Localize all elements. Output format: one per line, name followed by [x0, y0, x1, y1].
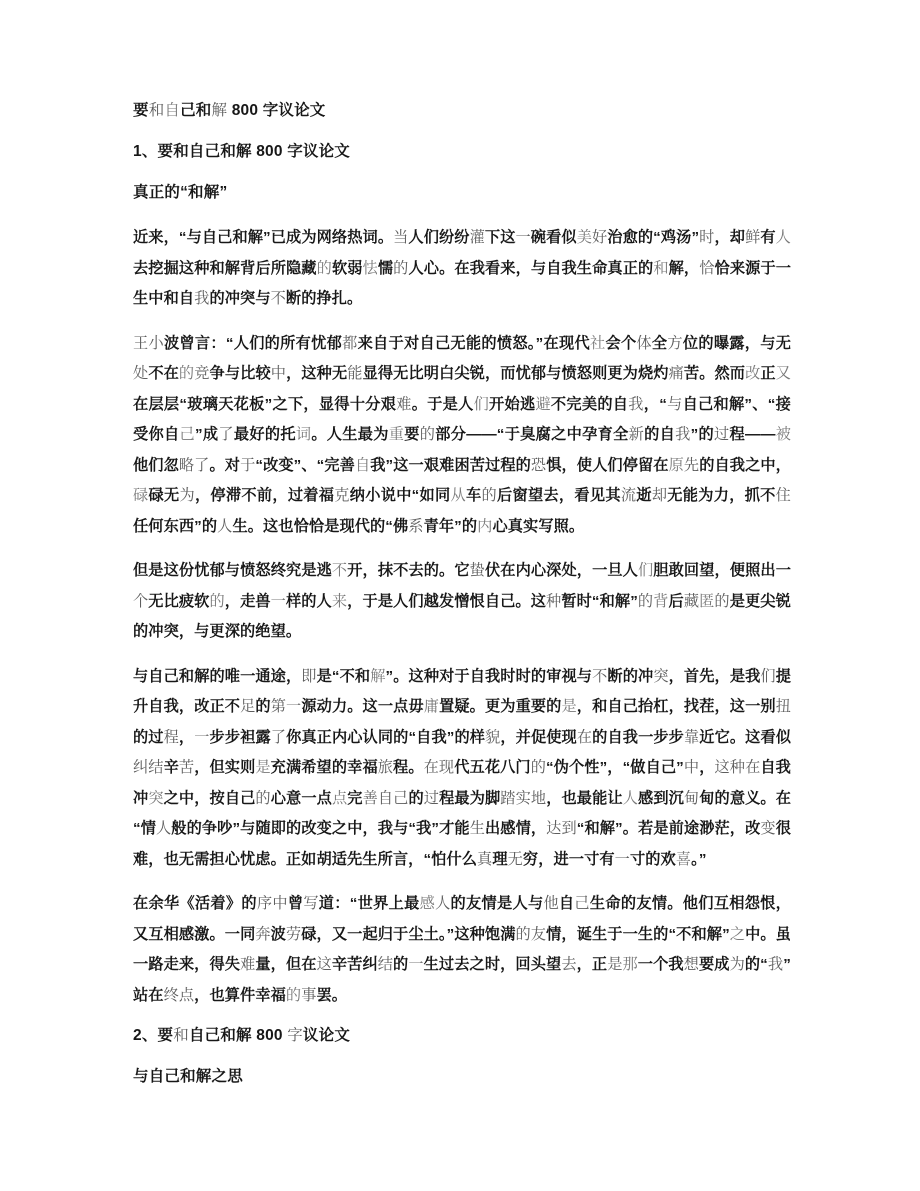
faded-glyph-run: 克	[334, 487, 350, 504]
faded-glyph-run: 避	[535, 395, 551, 413]
faded-glyph-run: 事	[301, 986, 317, 1004]
essay-title-1: 真正的“和解”	[133, 184, 228, 201]
faded-glyph-run: 的友	[515, 925, 547, 943]
faded-glyph-run: 解	[370, 667, 386, 685]
faded-glyph-run: 们	[760, 667, 776, 685]
faded-glyph-run: 人	[775, 229, 791, 246]
faded-glyph-run: 原	[668, 456, 684, 474]
essay-title-2: 与自己和解之思	[133, 1068, 243, 1085]
faded-glyph-run: 难	[396, 395, 412, 413]
faded-glyph-run: 突	[653, 667, 669, 685]
faded-glyph-run: 人	[622, 789, 639, 807]
faded-glyph-run: 怯	[362, 259, 378, 277]
faded-glyph-run: 去	[561, 956, 577, 973]
faded-glyph-run: 来	[331, 592, 348, 610]
faded-glyph-run: 序中	[256, 895, 288, 912]
faded-glyph-run: 之	[729, 925, 746, 943]
faded-glyph-run: 背	[653, 592, 669, 610]
faded-glyph-run: 的	[637, 592, 654, 610]
faded-glyph-run: 重	[388, 426, 405, 443]
paragraph-3: 但是这份忧郁与愤怒终究是逃不开，抹不去的。它蛰伏在内心深处，一旦人们胆敢回望，便照出一个无比疲软的，走兽一样的人来，于是人们越发憎恨自己。这种暂时“和解”的背后藏匿的是更尖锐的冲突，与更深的绝望。	[133, 562, 791, 640]
faded-glyph-run: 这	[316, 956, 332, 973]
faded-glyph-run: 流	[620, 487, 637, 504]
faded-glyph-run: 痛	[668, 365, 684, 382]
faded-glyph-run: 能	[347, 365, 363, 382]
faded-glyph-run: 点	[331, 789, 348, 807]
faded-glyph-run: 自	[354, 456, 371, 474]
faded-glyph-run: 一	[270, 592, 286, 610]
faded-glyph-run: 变	[760, 820, 776, 837]
faded-glyph-run: 难	[240, 956, 256, 973]
paragraph-4: 与自己和解的唯一通途，即是“不和解”。这种对于自我时时的审视与不断的冲突，首先，是我们提升自我，改正不足的第一源动力。这一点毋庸置疑。更为重要的是，和自己抬杠，找茬，这一别扭的过程，一步步袒露了你真正内心认同的“自我”的样貌，并促使现在的自我一步步靠近它。这看似纠结辛苦，但实则是充满希望的幸福旅程。在现代五花八门的“伪个性”，“做自己”中，这种在自我冲突之中，按自己的心意一点点完善自己的过程最为脚踏实地，也最能让人感到沉甸甸的意义。在“情人般的争吵”与随即的改变之中，我与“我”才能生出感情，达到“和解”。若是前途渺茫，改变很难，也无需担心忧虑。正如胡适先生所言，“怕什么真理无穷，进一寸有一寸的欢喜。”	[133, 667, 792, 868]
faded-glyph-run: 内	[477, 517, 493, 535]
faded-glyph-run: 甸	[683, 789, 700, 807]
faded-glyph-run: 的	[255, 789, 271, 807]
faded-glyph-run: 奔	[255, 925, 271, 943]
faded-glyph-run: 美	[576, 229, 592, 246]
faded-glyph-run: 的	[530, 759, 547, 776]
faded-glyph-run: 灌	[469, 229, 485, 246]
faded-glyph-run: 人	[435, 895, 451, 912]
faded-glyph-run: 貌	[485, 728, 501, 746]
faded-glyph-run: 感	[419, 895, 436, 912]
faded-glyph-run: 旅	[377, 759, 394, 776]
faded-glyph-run: 鲜	[745, 229, 761, 246]
faded-glyph-run: 和	[173, 1027, 189, 1044]
faded-glyph-run: 好	[591, 229, 608, 246]
faded-glyph-run: 碌	[133, 487, 149, 504]
faded-glyph-run: 的	[178, 365, 195, 382]
faded-glyph-run: 匿	[699, 592, 715, 610]
faded-glyph-run: 扭	[775, 698, 791, 715]
faded-glyph-run: 想	[683, 956, 699, 973]
faded-glyph-run: 先	[683, 456, 700, 474]
faded-glyph-run: 己	[179, 426, 195, 443]
paragraph-2: 王小波曾言：“人们的所有忧郁都来自于对自己无能的愤怒。”在现代社会个体全方位的曝露，与无处不在的竞争与比较中，这种无能显得无比明白尖锐，而忧郁与愤怒则更为烧灼痛苦。然而改正又在层层“玻璃天花板”之下，显得十分艰难。于是人们开始逃避不完美的自我，“与自己和解”、“接受你自己”成了最好的托词。人生最为重要的部分——“于臭腐之中孕育全新的自我”的过程——被他们忽略了。对于“改变”、“完善自我”这一艰难困苦过程的恐惧，使人们停留在原先的自我之中，碌碌无为，停滞不前，过着福克纳小说中“如同从车的后窗望去，看见其流逝却无能为力，抓不住任何东西”的人生。这也恰恰是现代的“佛系青年”的内心真实写照。	[133, 334, 792, 535]
faded-glyph-run: 我	[675, 426, 691, 443]
faded-glyph-run: 终点	[163, 986, 195, 1004]
faded-glyph-run: 了	[270, 728, 287, 746]
faded-glyph-run: 解	[211, 102, 228, 119]
faded-glyph-run: 种	[546, 592, 562, 610]
faded-glyph-run: 藏	[683, 592, 700, 610]
faded-glyph-run: 我	[194, 290, 210, 307]
paragraph-1: 近来，“与自己和解”已成为网络热词。当人们纷纷灌下这一碗看似美好治愈的“鸡汤”时，却鲜有人去挖掘这种和解背后所隐藏的软弱怯懦的人心。在我看来，与自我生命真正的和解，恰恰来源于一生中和自我的冲突与不断的挣扎。	[133, 229, 792, 307]
faded-glyph-run: 一	[194, 728, 210, 746]
faded-glyph-run: 苦	[178, 759, 195, 776]
faded-glyph-run: 被	[775, 426, 792, 443]
faded-glyph-run: 生	[469, 820, 485, 837]
faded-glyph-run: 的	[285, 986, 302, 1004]
faded-glyph-run: 这种在	[714, 759, 761, 776]
faded-glyph-run: 一	[515, 229, 531, 246]
faded-glyph-run: 靠	[683, 728, 700, 746]
faded-glyph-run: 蛰	[469, 562, 485, 579]
faded-glyph-run: 喜	[675, 850, 692, 868]
faded-glyph-run: 词	[295, 426, 312, 443]
faded-glyph-run: 的	[393, 259, 409, 277]
faded-glyph-run: 略了	[178, 456, 210, 474]
faded-glyph-run: 第	[270, 698, 287, 715]
document-title: 要和自己和解 800 字议论文	[133, 102, 326, 119]
faded-glyph-run: 社	[589, 334, 606, 352]
faded-glyph-run: 却	[651, 487, 668, 504]
section-heading-1: 1、要和自己和解 800 字议论文	[133, 143, 350, 160]
faded-glyph-run: 又	[775, 365, 792, 382]
faded-glyph-run: 恐	[530, 456, 547, 474]
faded-glyph-run: 的	[714, 592, 730, 610]
faded-glyph-run: 一	[286, 698, 302, 715]
faded-glyph-run: 中	[683, 759, 700, 776]
faded-glyph-run: 在	[576, 728, 593, 746]
section-heading-2: 2、要和自己和解 800 字议论文	[133, 1027, 351, 1044]
faded-glyph-run: 无	[507, 850, 523, 868]
faded-glyph-run: 体	[636, 334, 652, 352]
faded-glyph-run: 改	[745, 365, 761, 382]
faded-glyph-run: 程	[163, 728, 179, 746]
faded-glyph-run: 我	[767, 956, 784, 973]
document-body	[133, 100, 791, 1107]
faded-glyph-run: 和	[653, 259, 669, 277]
faded-glyph-run: 方	[667, 334, 683, 352]
faded-glyph-run: 突	[148, 789, 164, 807]
faded-glyph-run: 人	[217, 517, 233, 535]
faded-glyph-run: 人	[156, 820, 172, 837]
faded-glyph-run: 为	[729, 956, 745, 973]
faded-glyph-run: 的	[481, 487, 497, 504]
faded-glyph-run: 们	[637, 562, 654, 579]
faded-glyph-run: 中	[270, 365, 287, 382]
faded-glyph-run: 们	[473, 395, 490, 413]
faded-glyph-run: 写	[303, 895, 319, 912]
faded-glyph-run: 的	[316, 259, 332, 277]
faded-glyph-run: 过	[423, 789, 440, 807]
faded-glyph-run: 的	[419, 426, 436, 443]
faded-glyph-run: 住	[775, 487, 791, 504]
faded-glyph-run: 踏实地	[500, 789, 547, 807]
faded-glyph-run: 和	[148, 102, 165, 119]
faded-glyph-run: 劳	[285, 925, 302, 943]
faded-glyph-run: 足	[240, 698, 256, 715]
faded-glyph-run: 新	[628, 426, 645, 443]
faded-glyph-run: 庸	[423, 698, 440, 715]
faded-glyph-run: 当	[393, 229, 409, 246]
faded-glyph-run: 王小	[133, 334, 164, 352]
faded-glyph-run: 是	[607, 956, 623, 973]
faded-glyph-run: 己	[574, 895, 590, 912]
faded-glyph-run: 为	[179, 487, 195, 504]
faded-glyph-run: 一	[614, 850, 630, 868]
faded-glyph-run: 系	[408, 517, 424, 535]
faded-glyph-run: 都	[342, 334, 358, 352]
faded-glyph-run: 善自己	[362, 789, 409, 807]
faded-glyph-run: 不	[270, 290, 286, 307]
faded-glyph-run: 那	[622, 956, 638, 973]
faded-glyph-run: 我	[628, 395, 644, 413]
faded-glyph-run: 纠结	[133, 759, 164, 776]
faded-glyph-run: 字	[287, 1027, 303, 1044]
faded-glyph-run: 个	[133, 592, 149, 610]
faded-glyph-run: 真	[477, 850, 493, 868]
faded-glyph-run: 不	[331, 562, 348, 579]
faded-glyph-run: 了	[218, 426, 234, 443]
faded-glyph-run: 是	[255, 759, 271, 776]
faded-glyph-run: 与	[666, 395, 683, 413]
faded-glyph-run: 他	[543, 895, 559, 912]
faded-glyph-run: 结	[377, 956, 394, 973]
faded-glyph-run: 时	[699, 229, 715, 246]
faded-glyph-run: 处	[133, 365, 149, 382]
faded-glyph-run: 从	[450, 487, 467, 504]
faded-glyph-run: 达到	[546, 820, 577, 837]
faded-glyph-run: 过	[713, 426, 730, 443]
faded-glyph-run: 是	[561, 698, 577, 715]
faded-glyph-run: 在现	[423, 759, 455, 776]
faded-glyph-run: 的	[209, 592, 225, 610]
paragraph-5: 在余华《活着》的序中曾写道：“世界上最感人的友情是人与他自己生命的友情。他们互相怨恨，又互相感激。一同奔波劳碌，又一起归于尘土。”这种饱满的友情，诞生于一生的“不和解”之中。虽一路走来，得失难量，但在这辛苦纠结的一生过去之时，回头望去，正是那一个我想要成为的“我”站在终点，也算件幸福的事罢。	[133, 895, 791, 1004]
faded-glyph-run: 即	[301, 667, 317, 685]
faded-glyph-run: 于	[240, 456, 256, 474]
faded-glyph-run: 自	[164, 102, 181, 119]
faded-glyph-run: 一	[408, 956, 424, 973]
faded-glyph-run: 恰	[699, 259, 715, 277]
faded-glyph-run: 竞	[194, 365, 210, 382]
faded-glyph-run: 不	[592, 667, 608, 685]
